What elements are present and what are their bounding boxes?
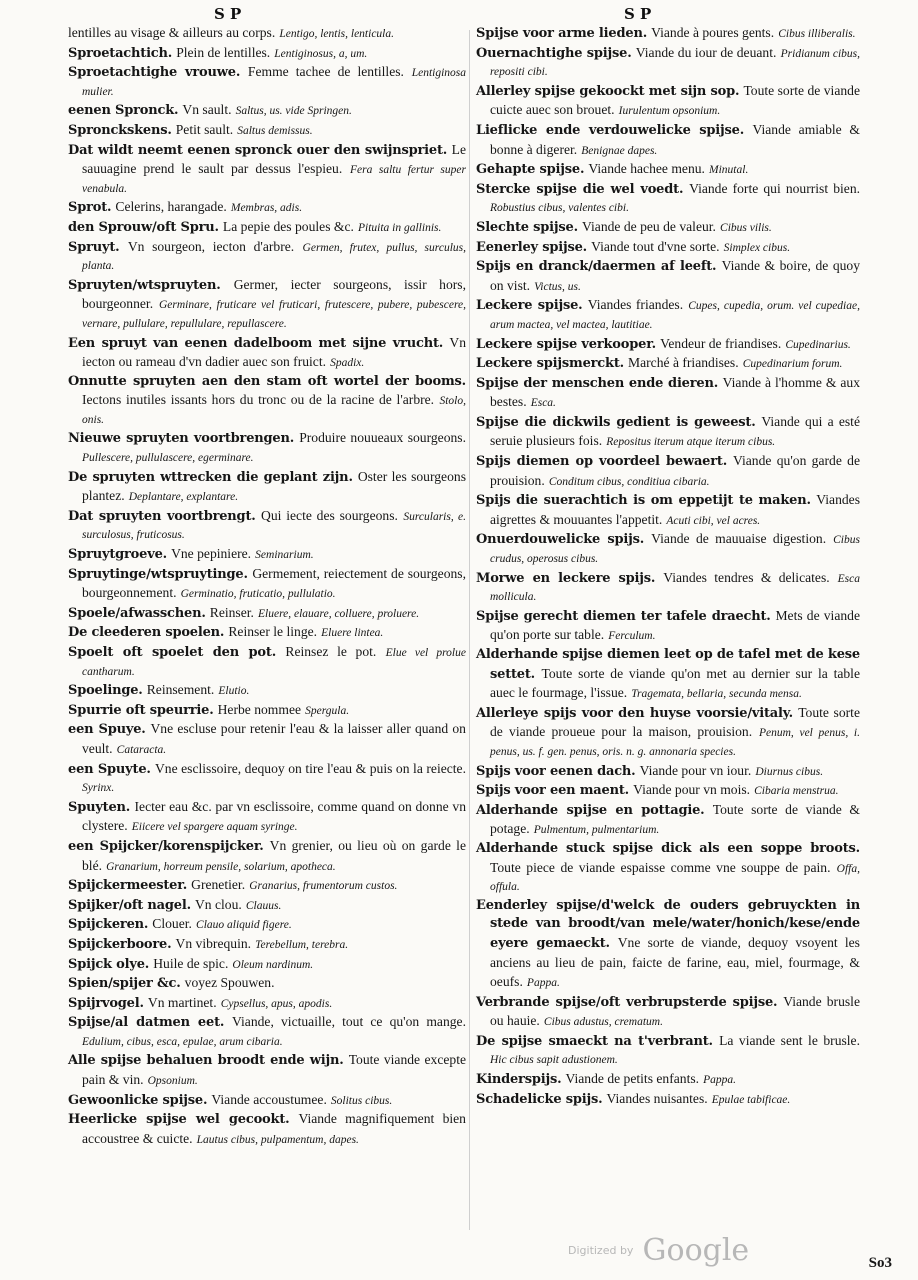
french-gloss: Viande & boire, de quoy on vist. <box>490 258 861 293</box>
dictionary-entry <box>476 374 860 413</box>
dictionary-entry <box>476 762 860 782</box>
latin-gloss: Opsonium. <box>147 1075 198 1088</box>
french-gloss: Vn sourgeon, iecton d'arbre. <box>127 238 295 254</box>
french-gloss: Huile de spic. <box>153 955 229 971</box>
headword: Allerley spijse gekoockt met sijn sop. <box>476 83 740 99</box>
french-gloss: Le sauuagine prend le sault par dessus l'espieu. <box>82 141 466 177</box>
headword: Leckere spijse verkooper. <box>476 336 656 352</box>
french-gloss: Viande à l'homme & aux bestes. <box>490 374 860 410</box>
latin-gloss: Oleum nardinum. <box>232 958 314 971</box>
headword: Spuyten. <box>68 799 131 815</box>
french-gloss: Viande amiable & bonne à digerer. <box>490 121 860 157</box>
headword: De spruyten wttrecken die geplant zijn. <box>68 469 353 485</box>
left-column <box>68 24 466 1149</box>
dictionary-entry <box>68 429 466 467</box>
headword: Allerleye spijs voor den huyse voorsie/vitaly. <box>476 705 793 721</box>
headword: Onnutte spruyten aen den stam oft wortel der booms. <box>68 373 466 389</box>
dictionary-entry <box>68 1110 466 1149</box>
latin-gloss: Epulae tabificae. <box>711 1093 791 1106</box>
latin-gloss: Tragemata, bellaria, secunda mensa. <box>631 688 802 701</box>
running-header <box>0 2 918 26</box>
headword: een Spuyte. <box>68 761 151 777</box>
dictionary-entry <box>476 413 860 452</box>
latin-gloss: Diurnus cibus. <box>755 765 824 778</box>
french-gloss: Plein de lentilles. <box>176 44 271 60</box>
latin-gloss: Spadix. <box>330 357 365 370</box>
latin-gloss: Clauo aliquid figere. <box>196 919 292 932</box>
dictionary-entry <box>476 530 860 568</box>
headword: Spien/spijer &c. <box>68 976 181 992</box>
headword: Spijckermeester. <box>68 878 188 894</box>
french-gloss: Grenetier. <box>191 877 246 893</box>
dictionary-entry <box>68 44 466 64</box>
latin-gloss: Eiicere vel spargere aquam syringe. <box>131 821 298 834</box>
french-gloss: Toute sorte de viande prouеue pour la maison, prouision. <box>490 704 860 740</box>
french-gloss: voyez Spouwen. <box>184 975 275 991</box>
latin-gloss: Esca mollicula. <box>490 572 860 604</box>
latin-gloss: Victus, us. <box>534 280 581 293</box>
latin-gloss: Hic cibus sapit adustionem. <box>490 1054 618 1067</box>
french-gloss: Petit sault. <box>175 121 234 137</box>
french-gloss: Qui iecte des sourgeons. <box>261 507 398 523</box>
headword: Leckere spijsmerckt. <box>476 356 624 372</box>
dictionary-entry <box>476 82 860 121</box>
dictionary-entry <box>68 876 466 896</box>
latin-gloss: Cibus adustus, crematum. <box>543 1016 663 1029</box>
dictionary-entry <box>476 44 860 82</box>
latin-gloss: Eluere lintea. <box>321 627 384 640</box>
dictionary-entry <box>476 840 860 897</box>
headword: De cleederen spoelen. <box>68 625 225 641</box>
digitized-watermark <box>568 1233 749 1268</box>
latin-gloss: Benignae dapes. <box>581 144 658 157</box>
latin-gloss: Germen, frutex, pullus, surculus, planta. <box>82 241 466 273</box>
latin-gloss: Pappa. <box>703 1074 737 1087</box>
french-gloss: Vne esclusе pour retenir l'eau & la laisser aller quand on veult. <box>82 721 466 756</box>
latin-gloss: Clauus. <box>245 899 282 912</box>
dictionary-entry <box>476 218 860 238</box>
headword: Spronckskens. <box>68 122 172 138</box>
latin-gloss: Pituita in gallinis. <box>357 221 442 234</box>
french-gloss: Iectons inutiles issants hors du tronc ou de la racine de l'arbre. <box>82 392 435 408</box>
headword: Gewoonlicke spijse. <box>68 1092 208 1108</box>
french-gloss: Vn sault. <box>182 102 232 118</box>
french-gloss: Vn iecton ou rameau d'vn dadier auec son fruict. <box>82 334 466 370</box>
dictionary-entry <box>68 545 466 565</box>
latin-gloss: Iurulentum opsonium. <box>618 105 721 118</box>
dictionary-entry <box>68 63 466 101</box>
french-gloss: Viandes friandes. <box>587 297 684 313</box>
latin-gloss: Elutio. <box>218 685 250 698</box>
latin-gloss: Cataracta. <box>116 743 167 756</box>
headword: Spoelinge. <box>68 683 143 699</box>
dictionary-entry <box>476 1070 860 1090</box>
dictionary-entry <box>68 238 466 276</box>
french-gloss: La viande sent le brusle. <box>719 1032 860 1048</box>
headword: Spijse voor arme lieden. <box>476 26 648 41</box>
latin-gloss: Elue vel prolue cantharum. <box>82 647 466 678</box>
latin-gloss: Terebellum, terebra. <box>255 938 349 951</box>
headword: Spijs diemen op voordeel bewaert. <box>476 454 728 470</box>
dictionary-entry <box>68 896 466 916</box>
dictionary-entry <box>476 781 860 801</box>
french-gloss: Viandes nuisantes. <box>606 1090 708 1106</box>
dictionary-entry <box>68 760 466 798</box>
latin-gloss: Robustius cibus, valentes cibi. <box>490 202 629 215</box>
headword: een Spuye. <box>68 722 146 738</box>
headword: Gehapte spijse. <box>476 162 585 178</box>
header-right-mark: S P <box>624 5 652 23</box>
french-gloss: Produire nouueaux sourgeons. <box>299 430 466 446</box>
headword: Slechte spijse. <box>476 219 578 235</box>
column-divider <box>469 30 470 1230</box>
dictionary-entry <box>68 701 466 721</box>
french-gloss: Celerins, harangade. <box>115 199 227 215</box>
french-gloss: La pepie des poules &c. <box>222 218 354 234</box>
french-gloss: Viande du iour de deuant. <box>635 44 777 60</box>
latin-gloss: Penum, vel penus, i. penus, us. f. gen. penus, oris. n. g. annonaria species. <box>490 727 860 758</box>
latin-gloss: Cibus vilis. <box>720 221 772 234</box>
dictionary-entry <box>476 704 860 762</box>
latin-gloss: Edulium, cibus, esca, epulae, arum cibaria. <box>82 1035 283 1048</box>
latin-gloss: Membras, adis. <box>230 202 303 215</box>
latin-gloss: Minutal. <box>709 164 749 177</box>
headword: Spijse der menschen ende dieren. <box>476 375 719 391</box>
latin-gloss: Germinare, fruticare vel fruticari, frutescere, pubere, pubescere, vernare, pullulare, repullulare, repullascere. <box>82 299 466 330</box>
latin-gloss: Acuti cibi, vel acres. <box>666 514 761 527</box>
headword: Eenerley spijse. <box>476 239 588 255</box>
french-gloss: Reinser le linge. <box>228 624 318 640</box>
latin-gloss: Cibaria menstrua. <box>754 785 839 798</box>
french-gloss: Viande pour vn mois. <box>633 782 751 798</box>
headword: Spruyt. <box>68 239 120 255</box>
headword: Morwe en leckere spijs. <box>476 570 656 586</box>
dictionary-entry <box>68 604 466 624</box>
latin-gloss: Saltus demissus. <box>237 124 313 137</box>
headword: Kinderspijs. <box>476 1072 562 1088</box>
dictionary-entry <box>68 1013 466 1051</box>
french-gloss: Vne sorte de viande, dequoy vsoyent les anciens au lieu de pain, faicte de farine, eau, miel, fourmage, & oeufs. <box>490 934 860 990</box>
dictionary-entry <box>68 623 466 643</box>
french-gloss: Vne pepiniere. <box>171 546 252 562</box>
headword: Alderhande spijse en pottagie. <box>476 802 705 818</box>
latin-gloss: Eluere, elauare, colluere, proluere. <box>258 607 420 620</box>
dictionary-entry <box>68 373 466 430</box>
headword: Verbrande spijse/oft verbrupsterde spijse. <box>476 994 778 1010</box>
headword: Spoele/afwasschen. <box>68 605 206 621</box>
french-gloss: Viande à poures gents. <box>651 25 775 40</box>
dictionary-entry <box>68 974 466 994</box>
latin-gloss: Surcularis, e. surculosus, fruticosus. <box>82 510 466 542</box>
latin-gloss: Solitus cibus. <box>330 1094 393 1107</box>
dictionary-entry <box>476 569 860 607</box>
dictionary-entry <box>68 681 466 701</box>
french-gloss: Femme tachee de lentilles. <box>247 64 404 80</box>
headword: Een spruyt van eenen dadelboom met sijne vrucht. <box>68 335 444 351</box>
dictionary-entry <box>68 218 466 238</box>
headword: Spijse die dickwils gedient is geweest. <box>476 414 756 430</box>
latin-gloss: Seminarium. <box>255 549 314 562</box>
latin-gloss: Repositus iterum atque iterum cibus. <box>606 436 776 449</box>
header-left-mark: S P <box>214 5 242 23</box>
headword: Heerlicke spijse wel gecookt. <box>68 1112 290 1128</box>
french-gloss: Viande magnifiquement bien accoustree & cuicte. <box>82 1111 466 1146</box>
dictionary-entry <box>68 837 466 876</box>
dictionary-entry <box>476 1032 860 1070</box>
latin-gloss: Esca. <box>530 397 556 410</box>
french-gloss: Toute piece de viande espaisse comme vne souppe de pain. <box>490 859 831 875</box>
headword: Sproetachtich. <box>68 45 173 61</box>
french-gloss: Viandes aigrettes & mouuantes l'appetit. <box>490 492 860 527</box>
latin-gloss: Fera saltu fertur super venabula. <box>82 164 466 195</box>
dictionary-entry <box>476 296 860 334</box>
headword: Spijck olye. <box>68 956 150 972</box>
dictionary-entry <box>68 334 466 373</box>
dictionary-entry <box>68 1051 466 1090</box>
latin-gloss: Lentiginosus, a, um. <box>274 47 368 60</box>
dictionary-entry <box>476 160 860 180</box>
french-gloss: Mets de viande qu'on porte sur table. <box>490 607 860 643</box>
watermark-prefix: Digitized by <box>568 1244 634 1257</box>
french-gloss: Oster les sourgeons plantez. <box>82 468 466 504</box>
dictionary-entry <box>476 452 860 491</box>
headword: Spruyten/wtspruyten. <box>68 277 221 293</box>
right-column <box>476 24 860 1109</box>
headword: Alle spijse behaluen broodt ende wijn. <box>68 1053 344 1069</box>
headword: eenen Spronck. <box>68 103 179 119</box>
french-gloss: Vne esclissoire, dequoy on tire l'eau & puis on la reiecte. <box>154 760 466 776</box>
dictionary-entry <box>68 935 466 955</box>
dictionary-entry <box>476 897 860 993</box>
french-gloss: Viande de peu de valeur. <box>582 218 716 234</box>
dictionary-entry <box>476 354 860 374</box>
headword: Spijse/al datmen eet. <box>68 1015 225 1031</box>
french-gloss: Herbe nommee <box>217 701 302 717</box>
dictionary-entry <box>476 180 860 218</box>
headword: Eenderley spijse/d'welck de ouders gebruyckten in stede van broodt/van mele/water/honich/kese/ende eyere gemaeckt. <box>476 897 860 951</box>
french-gloss: Germer, iecter sourgeons, issir hors, bourgeonner. <box>82 276 466 312</box>
latin-gloss: Simplex cibus. <box>723 241 791 254</box>
latin-gloss: Conditum cibus, conditiua cibaria. <box>548 475 710 488</box>
headword: Stercke spijse die wel voedt. <box>476 181 684 197</box>
headword: Ouernachtighe spijse. <box>476 45 632 61</box>
french-gloss: Viande de petits enfants. <box>565 1071 700 1087</box>
dictionary-entry <box>68 24 466 44</box>
dictionary-entry <box>68 141 466 199</box>
dictionary-entry <box>476 335 860 355</box>
dictionary-entry <box>68 198 466 218</box>
headword: Dat spruyten voortbrengt. <box>68 508 256 524</box>
dictionary-entry <box>476 801 860 840</box>
dictionary-entry <box>476 257 860 296</box>
latin-gloss: Germinatio, fruticatio, pullulatio. <box>180 588 336 601</box>
french-gloss: Vn martinet. <box>147 994 217 1010</box>
french-gloss: Viandes tendres & delicates. <box>663 569 830 585</box>
latin-gloss: Cupedinarius. <box>785 338 851 351</box>
latin-gloss: Cibus illiberalis. <box>778 28 856 40</box>
latin-gloss: Saltus, us. vide Springen. <box>235 105 352 118</box>
french-gloss: Vendeur de friandises. <box>660 335 782 351</box>
latin-gloss: Spergula. <box>305 704 350 717</box>
page-number: So3 <box>868 1255 892 1271</box>
headword: Onuerdouwelicke spijs. <box>476 532 645 548</box>
headword: Sproetachtighe vrouwe. <box>68 65 241 81</box>
headword: Dat wildt neemt eenen spronck ouer den swijnspriet. <box>68 142 448 158</box>
dictionary-entry <box>68 720 466 759</box>
headword: Spijckeren. <box>68 917 149 933</box>
french-gloss: Viande brusle ou hauie. <box>490 993 860 1029</box>
dictionary-entry <box>68 565 466 604</box>
headword: Alderhande stuck spijse dick als een soppe broots. <box>476 840 860 856</box>
headword: Alderhande spijse diemen leet op de tafel met de kese settet. <box>476 647 860 682</box>
dictionary-entry <box>68 915 466 935</box>
dictionary-entry <box>68 1091 466 1111</box>
headword: Spijs voor eenen dach. <box>476 763 636 779</box>
french-gloss: Reinsez le pot. <box>285 644 377 659</box>
french-gloss: Marché à friandises. <box>628 355 739 371</box>
dictionary-entry <box>476 121 860 160</box>
french-gloss: Viande qui a esté seruie plusieurs fois. <box>490 413 860 449</box>
headword: De spijse smaeckt na t'verbrant. <box>476 1033 713 1049</box>
french-gloss: Toute sorte de viande & potage. <box>490 801 861 837</box>
latin-gloss: Pridianum cibus, repositi cibi. <box>490 47 860 79</box>
latin-gloss: Pulmentum, pulmentarium. <box>533 824 660 837</box>
latin-gloss: Cypsellus, apus, apodis. <box>220 997 333 1010</box>
french-gloss: Viande accoustumee. <box>211 1091 327 1107</box>
dictionary-entry <box>476 646 860 704</box>
latin-gloss: Pappa. <box>526 977 560 990</box>
latin-gloss: Pullescere, pullulascere, egerminare. <box>82 452 254 465</box>
french-gloss: lentilles au visage & ailleurs au corps. <box>68 25 276 40</box>
headword: Spoelt oft spoelet den pot. <box>68 645 277 660</box>
headword: Leckere spijse. <box>476 298 583 314</box>
dictionary-entry <box>68 994 466 1014</box>
latin-gloss: Stolo, onis. <box>82 395 466 426</box>
latin-gloss: Granarium, horreum pensile, solarium, apotheca. <box>106 860 336 873</box>
french-gloss: Vn grenier, ou lieu où on garde le blé. <box>82 837 466 873</box>
headword: Spurrie oft speurrie. <box>68 702 214 718</box>
dictionary-entry <box>68 507 466 545</box>
latin-gloss: Syrinx. <box>82 782 115 795</box>
french-gloss: Viande, victuaille, tout ce qu'on mange. <box>232 1014 466 1030</box>
headword: den Sprouw/oft Spru. <box>68 219 219 235</box>
french-gloss: Viande tout d'vne sorte. <box>591 238 720 254</box>
french-gloss: Iecter eau &c. par vn esclissoire, comme quand on donne vn clystere. <box>82 798 466 834</box>
french-gloss: Toute sorte de viande qu'on met au dernier sur la table auec le fourmage, l'issue. <box>490 665 860 701</box>
french-gloss: Vn vibrequin. <box>175 935 252 951</box>
latin-gloss: Lentiginosa mulier. <box>82 67 466 98</box>
french-gloss: Viande pour vn iour. <box>639 762 752 778</box>
latin-gloss: Cupes, cupedia, orum. vel cupediae, arum mactea, vel mactea, lautitiae. <box>490 300 860 331</box>
dictionary-entry <box>68 468 466 507</box>
dictionary-entry <box>476 993 860 1032</box>
headword: Spijs en dranck/daermen af leeft. <box>476 259 717 275</box>
french-gloss: Viande hachee menu. <box>588 161 705 177</box>
dictionary-entry <box>68 955 466 975</box>
headword: Spijs voor een maent. <box>476 783 629 799</box>
headword: een Spijcker/korenspijcker. <box>68 838 264 854</box>
headword: Spijker/oft nagel. <box>68 897 191 913</box>
latin-gloss: Lentigo, lentis, lenticula. <box>279 28 394 40</box>
latin-gloss: Deplantare, explantare. <box>128 491 239 504</box>
latin-gloss: Granarius, frumentorum custos. <box>249 880 398 893</box>
headword: Schadelicke spijs. <box>476 1091 603 1107</box>
french-gloss: Viande qu'on garde de prouision. <box>490 453 860 488</box>
google-logo: Google <box>642 1233 750 1268</box>
dictionary-entry <box>476 238 860 258</box>
dictionary-entry <box>68 101 466 121</box>
french-gloss: Viande forte qui nourrist bien. <box>689 180 861 196</box>
dictionary-entry <box>476 24 860 44</box>
headword: Spijrvogel. <box>68 995 144 1011</box>
headword: Spijse gerecht diemen ter tafele draecht. <box>476 608 771 624</box>
dictionary-entry <box>476 607 860 646</box>
headword: Spijs die suerachtich is om eppetijt te maken. <box>476 493 811 509</box>
latin-gloss: Cibus crudus, operosus cibus. <box>490 534 860 566</box>
french-gloss: Germement, reiectement de sourgeons, bourgeonnement. <box>82 565 466 601</box>
dictionary-entry <box>476 491 860 530</box>
french-gloss: Toute sorte de viande cuicte auec son brouet. <box>490 82 860 118</box>
headword: Spruytgroeve. <box>68 547 167 563</box>
french-gloss: Clouer. <box>152 916 192 932</box>
french-gloss: Reinser. <box>209 604 254 620</box>
headword: Sprot. <box>68 200 112 216</box>
dictionary-entry <box>68 276 466 334</box>
dictionary-entry <box>68 121 466 141</box>
dictionary-entry <box>476 1090 860 1110</box>
french-gloss: Vn clou. <box>194 896 242 912</box>
french-gloss: Reinsement. <box>146 682 215 698</box>
latin-gloss: Ferculum. <box>608 630 656 643</box>
dictionary-entry <box>68 798 466 837</box>
dictionary-entry <box>68 643 466 681</box>
latin-gloss: Offa, offula. <box>490 862 860 894</box>
headword: Nieuwe spruyten voortbrengen. <box>68 431 295 447</box>
french-gloss: Viande de mauuaise digestion. <box>651 531 827 547</box>
latin-gloss: Cupedinarium forum. <box>742 358 843 371</box>
headword: Spijckerboore. <box>68 936 172 952</box>
headword: Spruytinge/wtspruytinge. <box>68 566 248 582</box>
latin-gloss: Lautus cibus, pulpamentum, dapes. <box>196 1133 359 1146</box>
french-gloss: Toute viande excepte pain & vin. <box>82 1052 467 1088</box>
headword: Lieflicke ende verdouwelicke spijse. <box>476 122 745 138</box>
